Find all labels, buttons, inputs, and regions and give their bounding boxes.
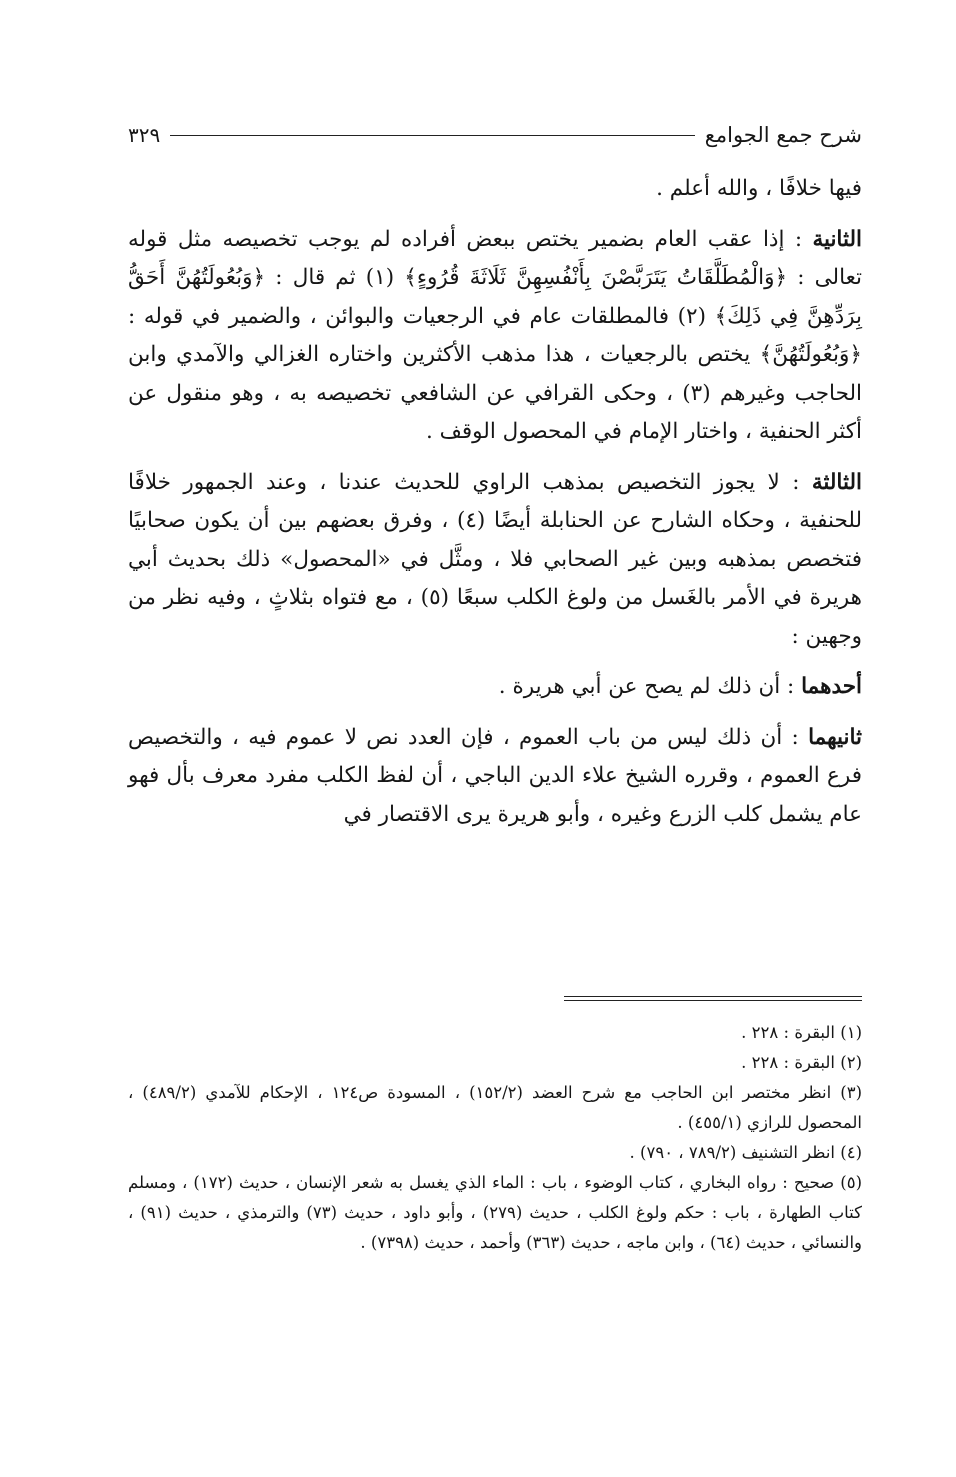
footnote-rule bbox=[564, 996, 862, 997]
paragraph-text: : أن ذلك لم يصح عن أبي هريرة . bbox=[498, 674, 802, 699]
paragraph-text: : لا يجوز التخصيص بمذهب الراوي للحديث عندنا ، وعند الجمهور خلافًا للحنفية ، وحكاه الشارح عن الحنابلة أيضًا (٤) ، وفرق بعضهم بين أن يكون صحابيًا فتخصص بمذهبه وبين غير الصحابي فلا ، ومثَّل في «المحصول» ذلك بحديث أبي هريرة في الأمر بالغَسل من ولوغ الكلب سبعًا (٥) ، مع فتواه بثلاثٍ ، وفيه نظر من وجهين : bbox=[128, 469, 863, 649]
paragraph bbox=[128, 719, 862, 835]
running-title: شرح جمع الجوامع bbox=[704, 123, 862, 147]
page-number: ٣٢٩ bbox=[128, 123, 161, 147]
footnote-rule bbox=[564, 1000, 862, 1001]
paragraph-heading: الثالثة bbox=[811, 469, 862, 495]
paragraph bbox=[128, 464, 862, 657]
paragraph-heading: أحدهما bbox=[801, 674, 862, 699]
paragraph-text: : أن ذلك ليس من باب العموم ، فإن العدد نص لا عموم فيه ، والتخصيص فرع العموم ، وقرره الشيخ علاء الدين الباجي ، أن لفظ الكلب مفرد معرف بأل فهو عام يشمل كلب الزرع وغيره ، وأبو هريرة يرى الاقتصار في bbox=[128, 724, 862, 827]
paragraph bbox=[128, 668, 862, 707]
footnotes bbox=[128, 1018, 862, 1258]
footnote: (٣) انظر مختصر ابن الحاجب مع شرح العضد (١٥٢/٢) ، المسودة ص١٢٤ ، الإحكام للآمدي (٤٨٩/٢) ، المحصول للرازي (٤٥٥/١) . bbox=[128, 1083, 863, 1132]
footnote: (٤) انظر التشنيف (٧٨٩/٢ ، ٧٩٠) . bbox=[629, 1143, 862, 1162]
paragraph bbox=[128, 170, 862, 209]
paragraph bbox=[128, 221, 862, 452]
running-header bbox=[128, 118, 862, 152]
paragraph-heading: ثانيهما bbox=[808, 724, 862, 750]
paragraph-text: : إذا عقب العام بضمير يختص ببعض أفراده لم يوجب تخصيصه مثل قوله تعالى : ﴿وَالْمُطَلَّقَاتُ يَتَرَبَّصْنَ بِأَنْفُسِهِنَّ ثَلَاثَةَ قُرُوءٍ﴾ (١) ثم قال : ﴿وَبُعُولَتُهُنَّ أَحَقُّ بِرَدِّهِنَّ فِي ذَلِكَ﴾ (٢) فالمطلقات عام في الرجعيات والبوائن ، والضمير في قوله : ﴿وَبُعُولَتُهُنَّ﴾ يختص بالرجعيات ، هذا مذهب الأكثرين واختاره الغزالي والآمدي وابن الحاجب وغيرهم (٣) ، وحكى القرافي عن الشافعي تخصيصه به ، وهو منقول عن أكثر الحنفية ، واختار الإمام في المحصول الوقف . bbox=[128, 226, 862, 444]
book-page bbox=[128, 118, 863, 1252]
footnote: (١) البقرة : ٢٢٨ . bbox=[741, 1023, 862, 1042]
main-text bbox=[128, 170, 862, 834]
paragraph-text: فيها خلافًا ، والله أعلم . bbox=[656, 176, 862, 201]
footnote: (٥) صحيح : رواه البخاري ، كتاب الوضوء ، باب : الماء الذي يغسل به شعر الإنسان ، حديث (١٧٢) ، ومسلم كتاب الطهارة ، باب : حكم ولوغ الكلب ، حديث (٢٧٩) ، وأبو داود ، حديث (٧٣) والترمذي ، حديث (٩١) ، والنسائي ، حديث (٦٤) ، وابن ماجه ، حديث (٣٦٣) وأحمد ، حديث (٧٣٩٨) . bbox=[128, 1173, 862, 1252]
paragraph-heading: الثانية bbox=[812, 226, 862, 252]
header-rule bbox=[170, 135, 694, 136]
footnote: (٢) البقرة : ٢٢٨ . bbox=[741, 1053, 862, 1072]
